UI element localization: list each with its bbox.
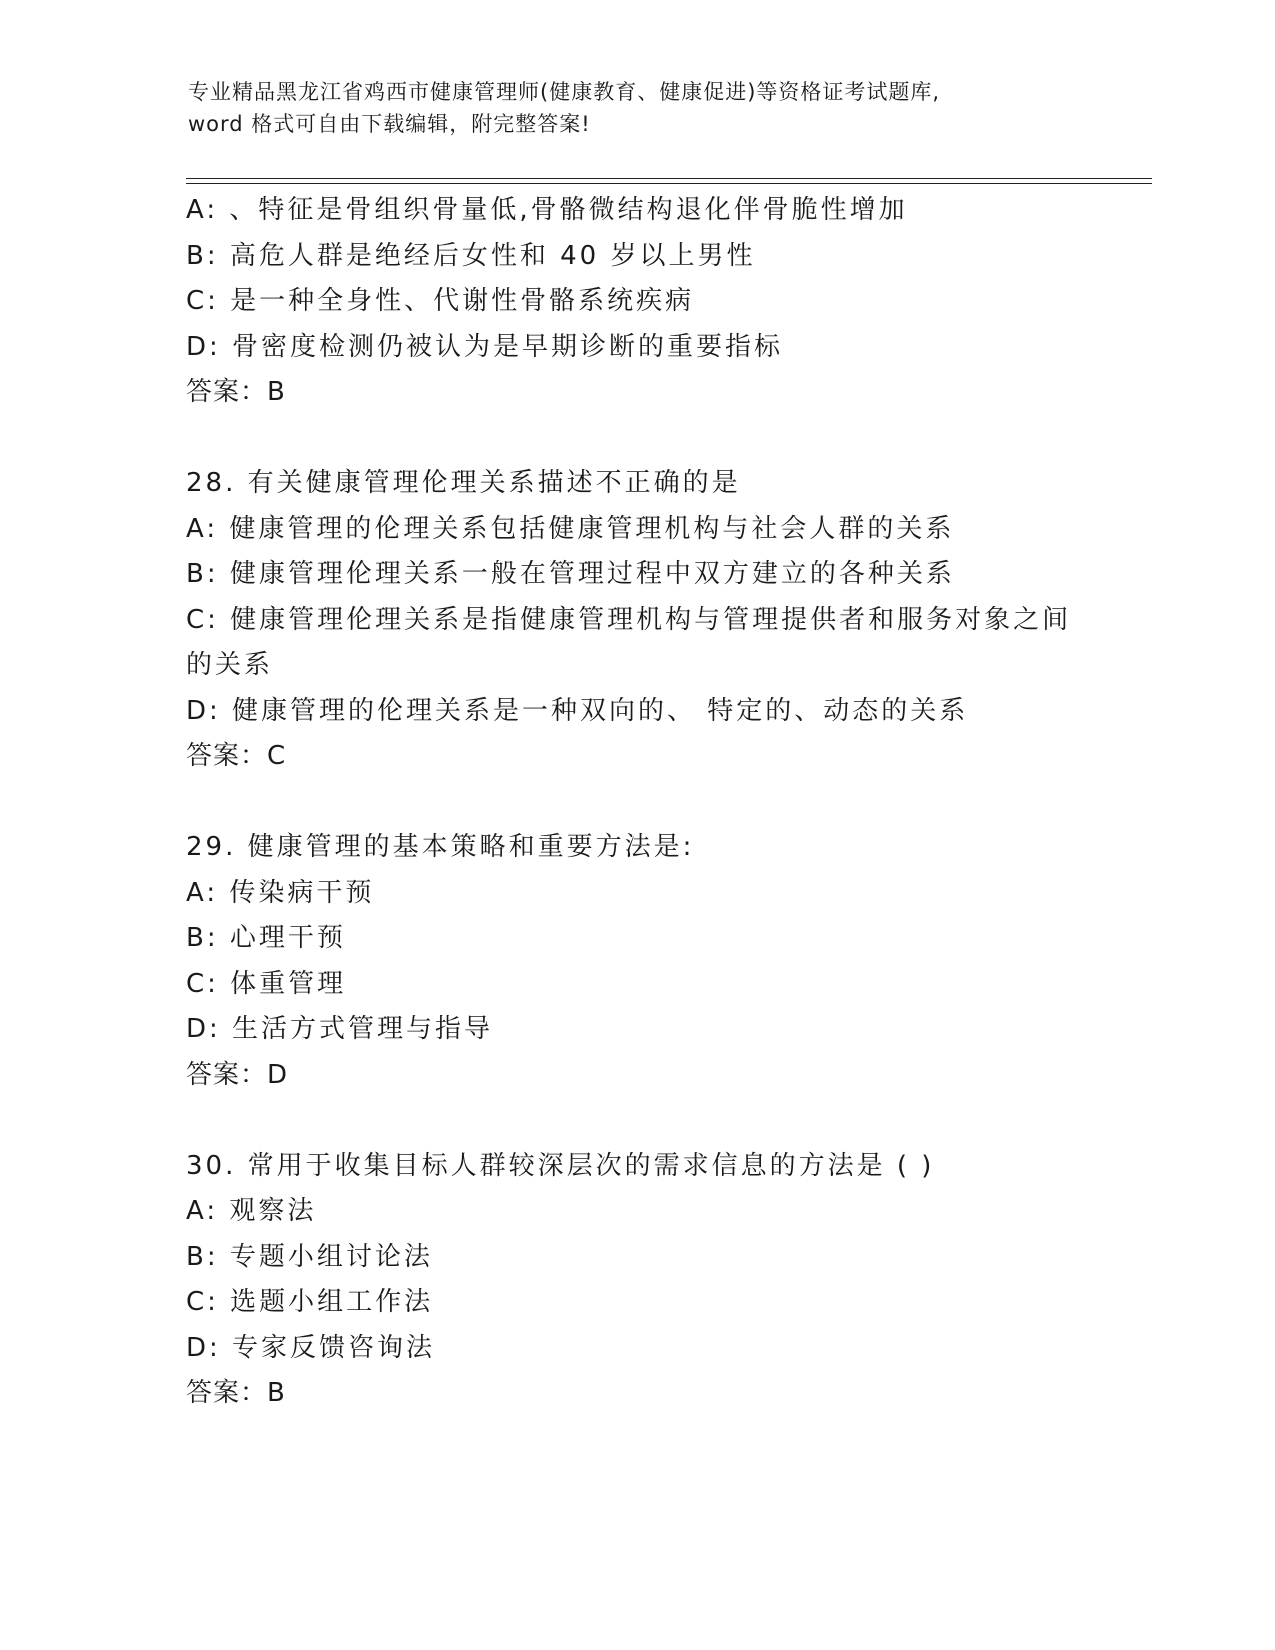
- answer-label: 答案：: [186, 741, 268, 771]
- answer-line: [186, 734, 1086, 780]
- answer-value: B: [267, 377, 286, 407]
- answer-line: [186, 1371, 1086, 1417]
- answer-value: C: [267, 741, 287, 771]
- question-block-29: [186, 825, 1086, 1098]
- option-d: D: 健康管理的伦理关系是一种双向的、 特定的、动态的关系: [186, 695, 969, 726]
- option-c: C: 选题小组工作法: [186, 1287, 434, 1317]
- question-block-30: [186, 1144, 1086, 1417]
- question-spacer: [186, 416, 1086, 462]
- answer-line: [186, 370, 1086, 416]
- answer-label: 答案：: [186, 1378, 268, 1408]
- option-b: B: 健康管理伦理关系一般在管理过程中双方建立的各种关系: [186, 559, 955, 589]
- question-stem: 28. 有关健康管理伦理关系描述不正确的是: [186, 468, 741, 498]
- question-stem: 29. 健康管理的基本策略和重要方法是:: [186, 832, 695, 862]
- answer-line: [186, 1053, 1086, 1099]
- option-a: A: 健康管理的伦理关系包括健康管理机构与社会人群的关系: [186, 513, 955, 544]
- option-d: D: 生活方式管理与指导: [186, 1014, 494, 1044]
- header-line-2: word 格式可自由下载编辑，附完整答案!: [188, 112, 591, 136]
- answer-label: 答案：: [186, 377, 268, 407]
- answer-label: 答案：: [186, 1059, 268, 1090]
- option-c: C: 健康管理伦理关系是指健康管理机构与管理提供者和服务对象之间: [186, 604, 1072, 635]
- option-a: A: 观察法: [186, 1196, 317, 1226]
- option-b: B: 高危人群是绝经后女性和 40 岁以上男性: [186, 240, 756, 271]
- question-stem: 30. 常用于收集目标人群较深层次的需求信息的方法是 ( ): [186, 1150, 935, 1181]
- option-a: A: 、特征是骨组织骨量低,骨骼微结构退化伴骨脆性增加: [186, 195, 908, 225]
- answer-value: D: [267, 1059, 289, 1090]
- question-spacer: [186, 780, 1086, 826]
- option-c: C: 是一种全身性、代谢性骨骼系统疾病: [186, 286, 695, 316]
- option-d: D: 专家反馈咨询法: [186, 1332, 436, 1363]
- option-d: D: 骨密度检测仍被认为是早期诊断的重要指标: [186, 331, 784, 362]
- answer-value: B: [267, 1378, 286, 1408]
- option-b: B: 专题小组讨论法: [186, 1241, 433, 1272]
- header-divider-bottom: [186, 183, 1152, 184]
- header-line-1: 专业精品黑龙江省鸡西市健康管理师(健康教育、健康促进)等资格证考试题库,: [188, 80, 941, 104]
- option-c-continued: 的关系: [186, 650, 274, 680]
- option-c: C: 体重管理: [186, 968, 347, 999]
- question-block-28: [186, 461, 1086, 780]
- question-block-continued: [186, 188, 1086, 416]
- question-list: [186, 188, 1086, 1417]
- option-a: A: 传染病干预: [186, 877, 375, 908]
- header-divider-top: [186, 178, 1152, 179]
- option-b: B: 心理干预: [186, 923, 346, 953]
- question-spacer: [186, 1098, 1086, 1144]
- document-header: [188, 76, 1088, 140]
